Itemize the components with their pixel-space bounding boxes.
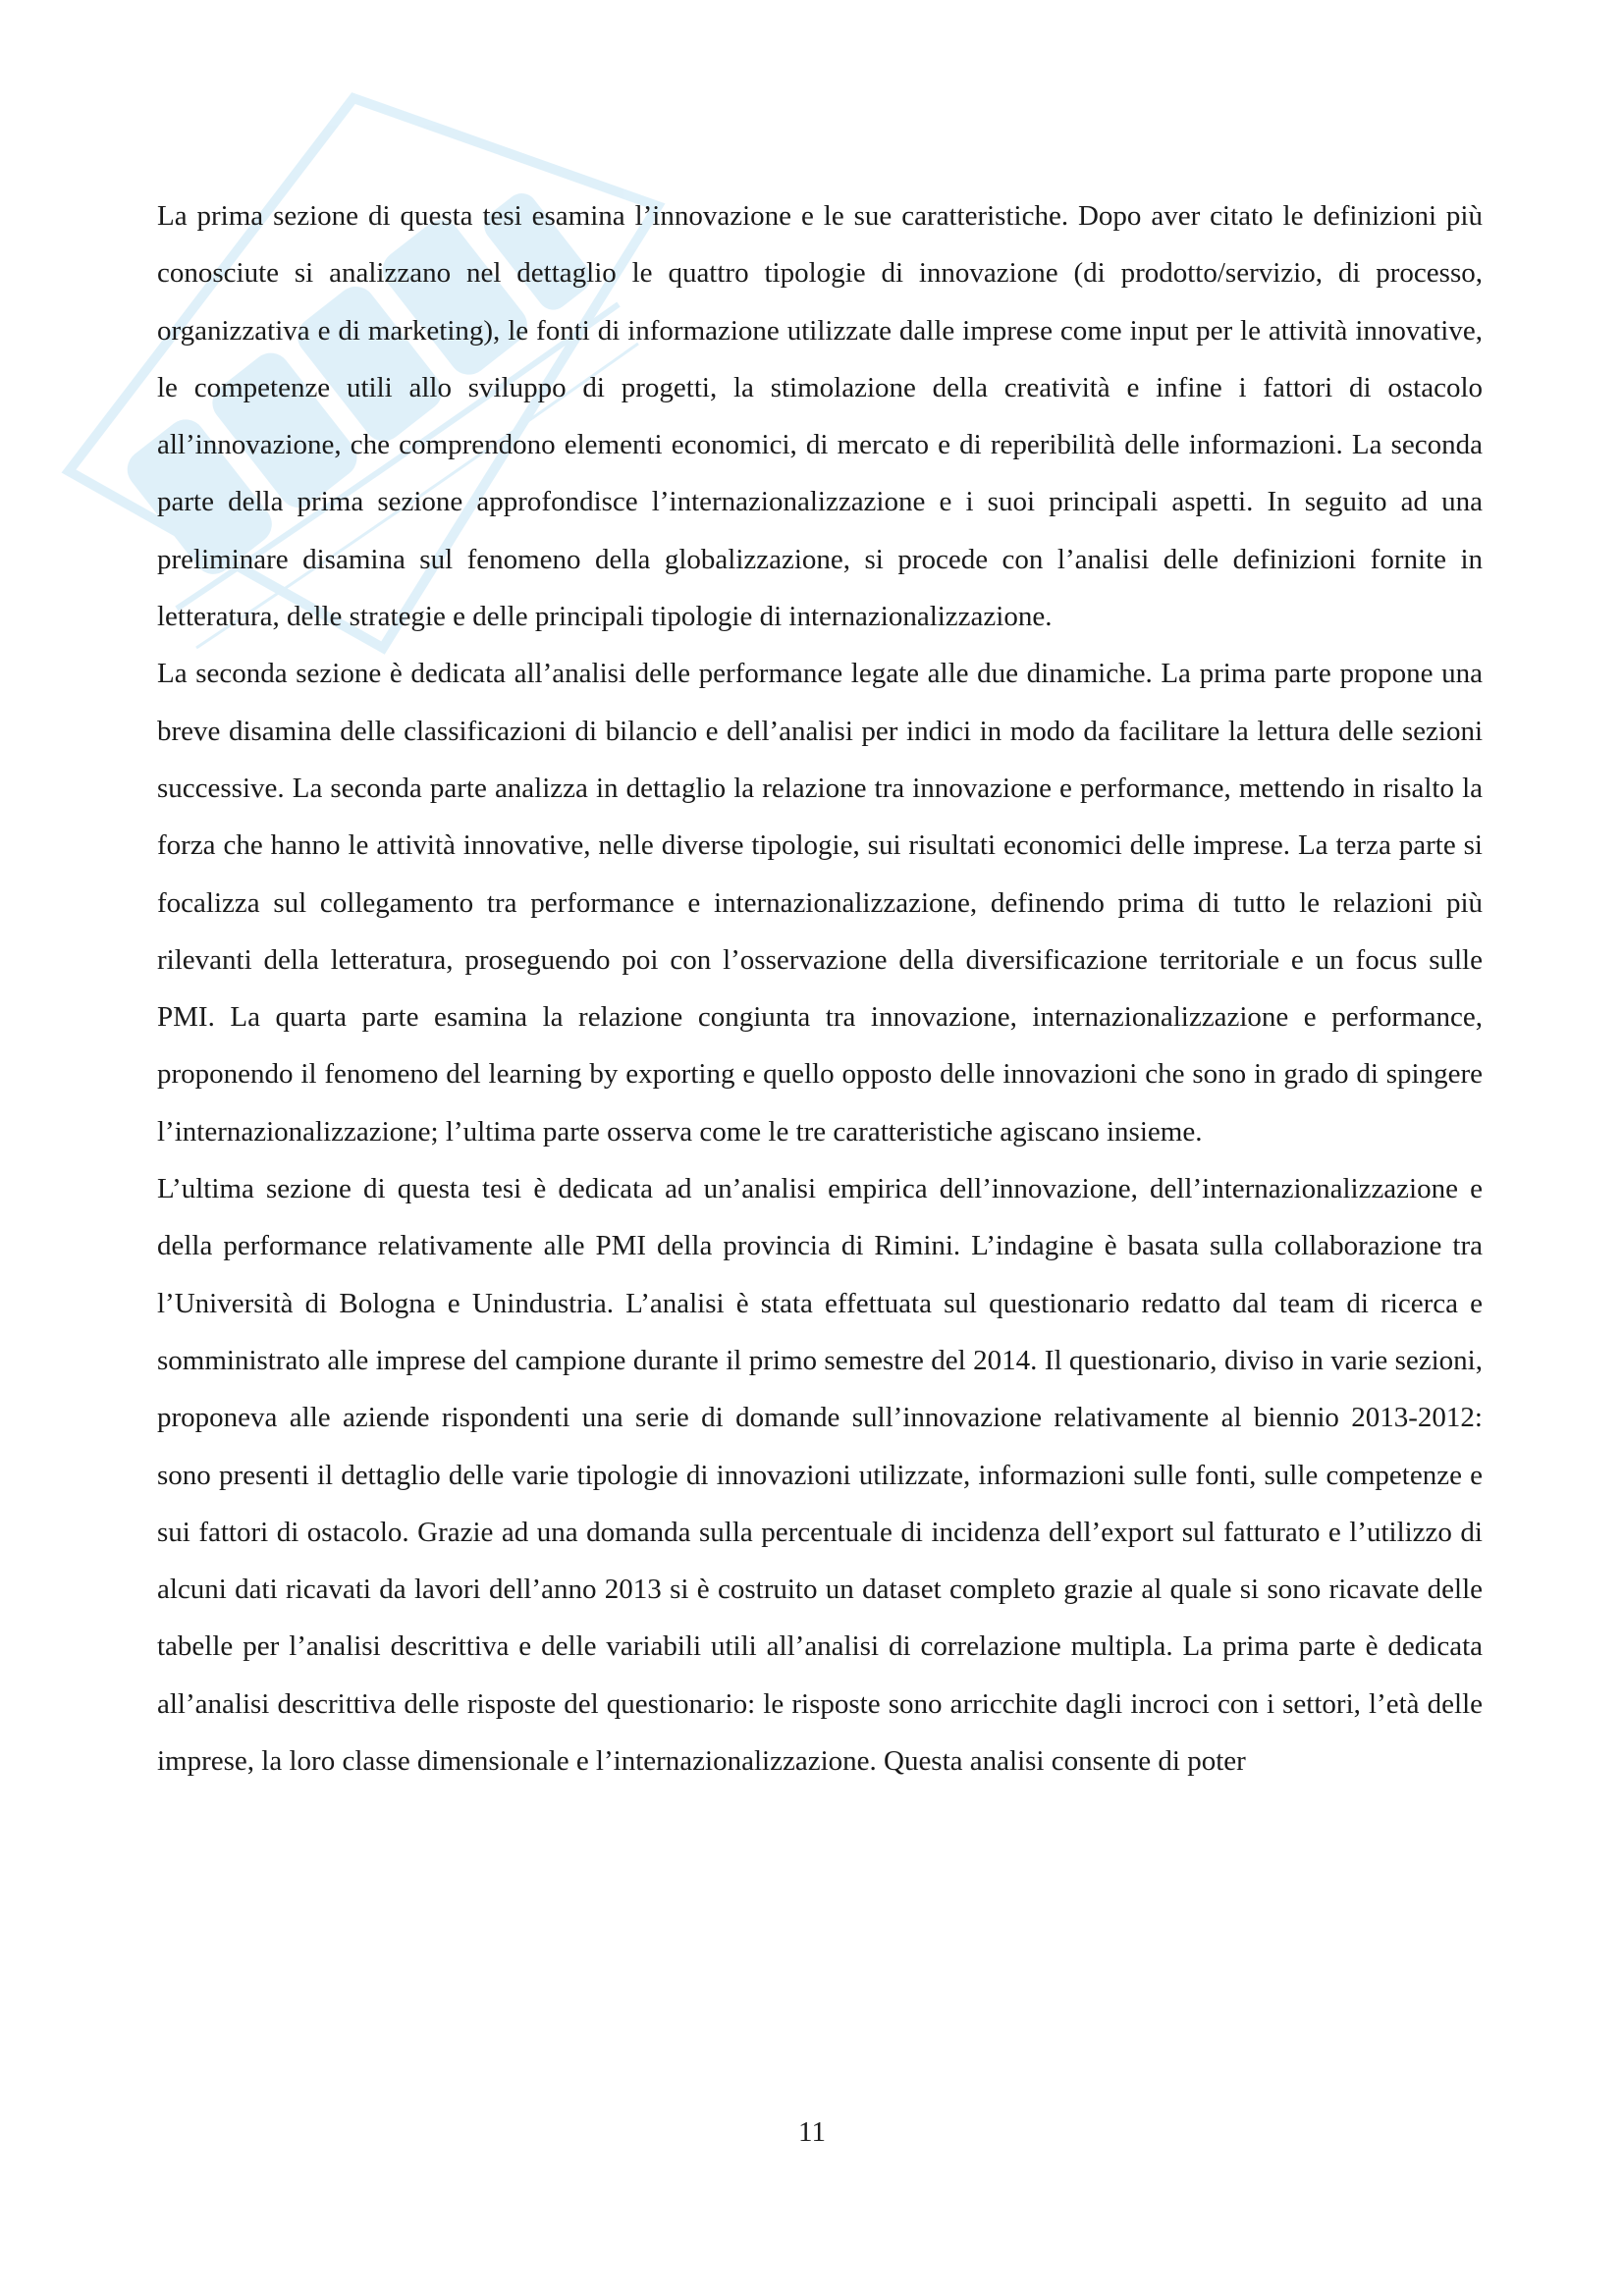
paragraph-first-section: La prima sezione di questa tesi esamina l’innovazione e le sue caratteristiche. Dopo aver citato le definizioni più conosciute si analizzano nel dettaglio le quattro tipologie di innovazione (di prodotto/servizio, di processo, organizzativa e di marketing), le fonti di informazione utilizzate dalle imprese come input per le attività innovative, le competenze utili allo sviluppo di progetti, la stimolazione della creatività e infine i fattori di ostacolo all’innovazione, che comprendono elementi economici, di mercato e di reperibilità delle informazioni. La seconda parte della prima sezione approfondisce l’internazionalizzazione e i suoi principali aspetti. In seguito ad una preliminare disamina sul fenomeno della globalizzazione, si procede con l’analisi delle definizioni fornite in letteratura, delle strategie e delle principali tipologie di internazionalizzazione. (157, 200, 1483, 633)
paragraph-second-section: La seconda sezione è dedicata all’analisi delle performance legate alle due dinamiche. La prima parte propone una breve disamina delle classificazioni di bilancio e dell’analisi per indici in modo da facilitare la lettura delle sezioni successive. La seconda parte analizza in dettaglio la relazione tra innovazione e performance, mettendo in risalto la forza che hanno le attività innovative, nelle diverse tipologie, sui risultati economici delle imprese. La terza parte si focalizza sul collegamento tra performance e internazionalizzazione, definendo prima di tutto le relazioni più rilevanti della letteratura, proseguendo poi con l’osservazione della diversificazione territoriale e un focus sulle PMI. La quarta parte esamina la relazione congiunta tra innovazione, internazionalizzazione e performance, proponendo il fenomeno del learning by exporting e quello opposto delle innovazioni che sono in grado di spingere l’internazionalizzazione; l’ultima parte osserva come le tre caratteristiche agiscano insieme. (157, 658, 1483, 1148)
paragraph-last-section: L’ultima sezione di questa tesi è dedicata ad un’analisi empirica dell’innovazione, dell’internazionalizzazione e della performance relativamente alle PMI della provincia di Rimini. L’indagine è basata sulla collaborazione tra l’Università di Bologna e Unindustria. L’analisi è stata effettuata sul questionario redatto dal team di ricerca e somministrato alle imprese del campione durante il primo semestre del 2014. Il questionario, diviso in varie sezioni, proponeva alle aziende rispondenti una serie di domande sull’innovazione relativamente al biennio 2013-2012: sono presenti il dettaglio delle varie tipologie di innovazioni utilizzate, informazioni sulle fonti, sulle competenze e sui fattori di ostacolo. Grazie ad una domanda sulla percentuale di incidenza dell’export sul fatturato e l’utilizzo di alcuni dati ricavati da lavori dell’anno 2013 si è costruito un dataset completo grazie al quale si sono ricavate delle tabelle per l’analisi descrittiva e delle variabili utili all’analisi di correlazione multipla. La prima parte è dedicata all’analisi descrittiva delle risposte del questionario: le risposte sono arricchite dagli incroci con i settori, l’età delle imprese, la loro classe dimensionale e l’internazionalizzazione. Questa analisi consente di poter (157, 1173, 1483, 1778)
main-text-body (157, 187, 1483, 1789)
page-number: 11 (798, 2116, 826, 2148)
